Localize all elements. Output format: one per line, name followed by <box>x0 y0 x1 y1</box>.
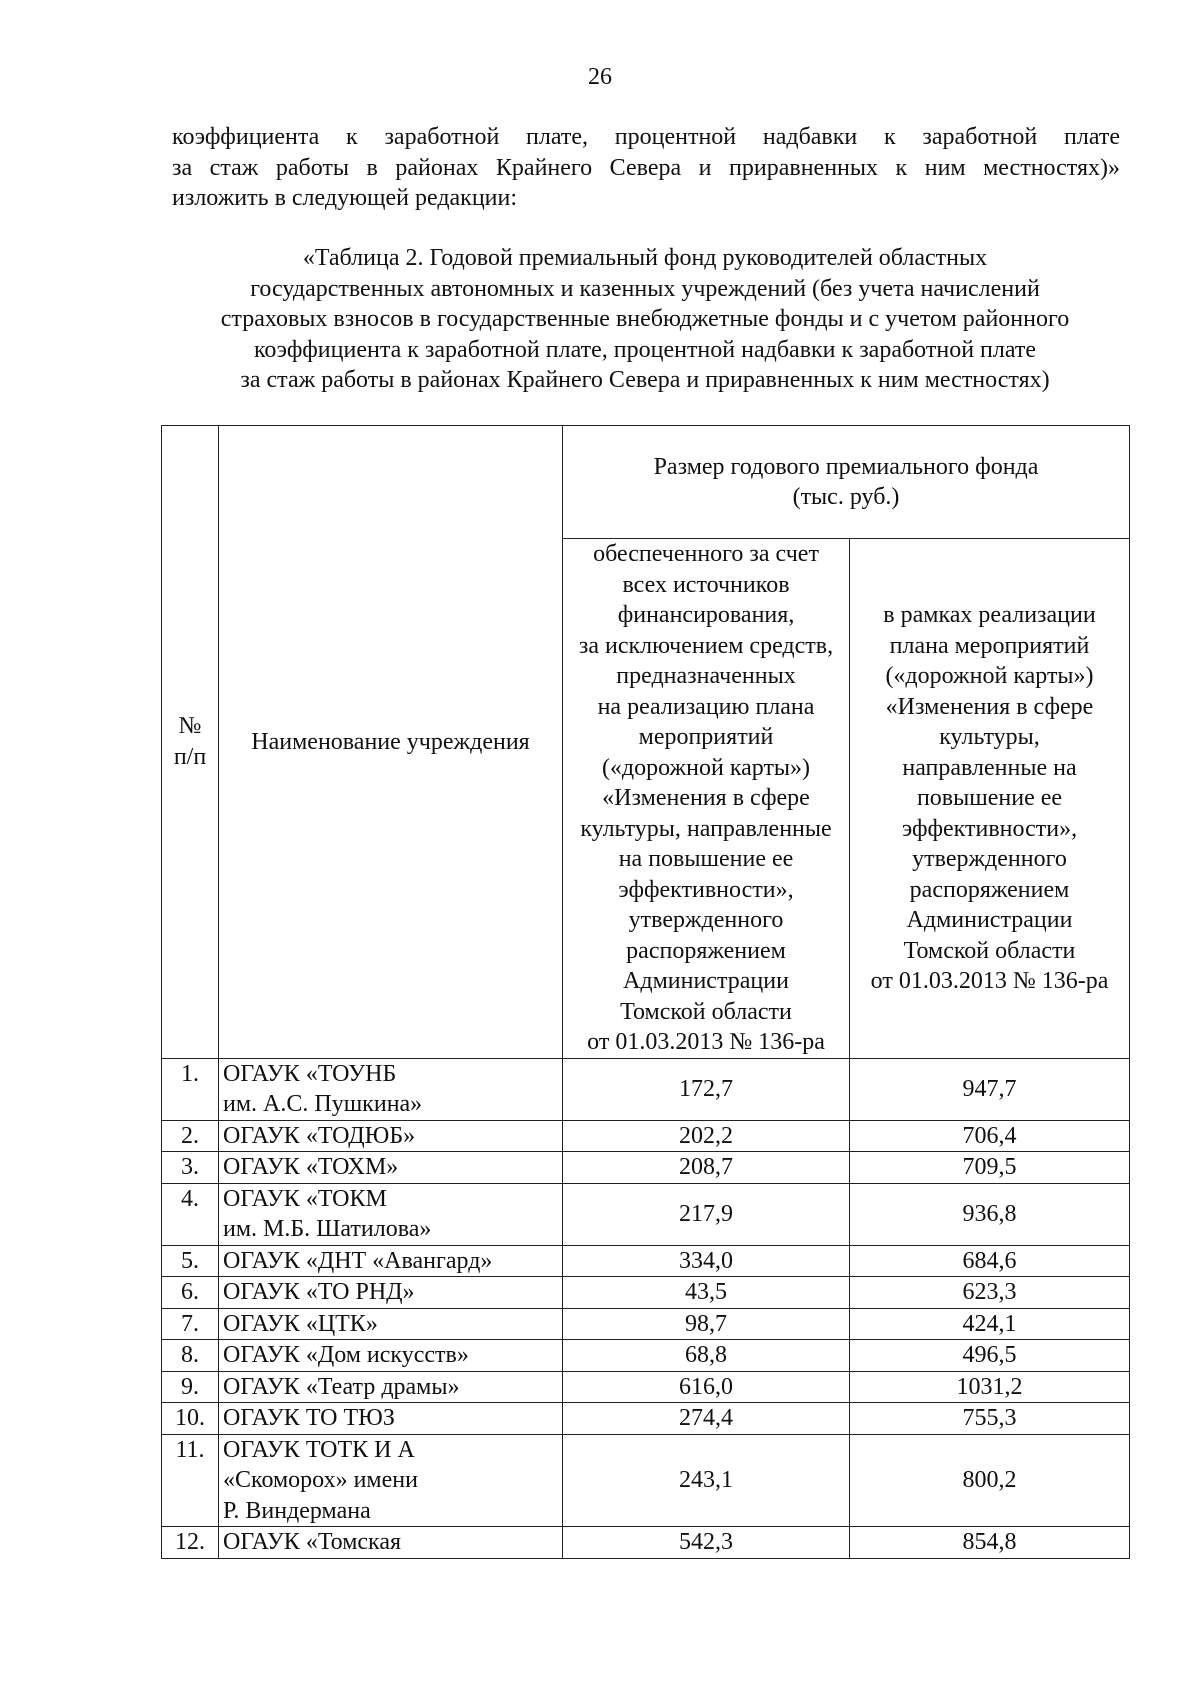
header-line: от 01.03.2013 № 136-ра <box>870 968 1109 994</box>
bonus-fund-table <box>161 425 1130 1559</box>
institution-name-line: ОГАУК «ДНТ «Авангард» <box>223 1247 493 1274</box>
institution-name-line: ОГАУК «ТОКМ <box>223 1185 387 1212</box>
institution-name-line: ОГАУК ТОТК И А <box>223 1436 415 1463</box>
header-line: всех источников <box>622 571 790 598</box>
row-number: 10. <box>162 1403 219 1435</box>
caption-line: «Таблица 2. Годовой премиальный фонд руководителей областных <box>302 245 988 271</box>
intro-paragraph <box>172 122 1120 214</box>
header-line: Администрации <box>623 968 789 994</box>
table-row <box>162 1340 1130 1372</box>
caption-line: страховых взносов в государственные внебюджетные фонды и с учетом районного <box>220 306 1070 332</box>
fund-roadmap-value: 623,3 <box>850 1277 1130 1309</box>
header-line: в рамках реализации <box>883 602 1096 628</box>
header-line: финансирования, <box>617 602 795 628</box>
institution-name-line: ОГАУК «ТОХМ» <box>223 1154 399 1180</box>
institution-name-line: им. М.Б. Шатилова» <box>223 1216 432 1242</box>
header-line: «Изменения в сфере <box>885 693 1094 720</box>
institution-name-line: ОГАУК «Дом искусств» <box>223 1342 469 1368</box>
fund-roadmap-value: 496,5 <box>850 1340 1130 1372</box>
institution-name <box>219 1120 563 1152</box>
institution-name <box>219 1308 563 1340</box>
row-number: 9. <box>162 1371 219 1403</box>
row-number: 1. <box>162 1058 219 1120</box>
header-line: предназначенных <box>616 663 796 689</box>
institution-name <box>219 1058 563 1120</box>
header-line: утвержденного <box>912 846 1067 872</box>
fund-roadmap-value: 709,5 <box>850 1152 1130 1184</box>
institution-name-line: ОГАУК «ТОДЮБ» <box>223 1122 416 1149</box>
header-fund-size <box>563 426 1130 539</box>
header-line: культуры, <box>939 724 1040 750</box>
row-number: 4. <box>162 1183 219 1245</box>
header-line: на повышение ее <box>618 846 794 872</box>
fund-roadmap-value: 1031,2 <box>850 1371 1130 1403</box>
institution-name <box>219 1277 563 1309</box>
header-line: на реализацию плана <box>597 693 815 720</box>
header-line: («дорожной карты») <box>885 663 1094 689</box>
header-line: культуры, направленные <box>580 815 832 842</box>
header-line: распоряжением <box>909 876 1070 903</box>
header-line: Администрации <box>906 907 1073 933</box>
institution-name <box>219 1434 563 1527</box>
header-line: плана мероприятий <box>889 632 1090 659</box>
institution-name <box>219 1340 563 1372</box>
institution-name <box>219 1152 563 1184</box>
header-institution-name: Наименование учреждения <box>219 426 563 1059</box>
header-line: мероприятий <box>638 724 774 750</box>
table-row <box>162 1245 1130 1277</box>
institution-name <box>219 1371 563 1403</box>
fund-roadmap-value: 424,1 <box>850 1308 1130 1340</box>
fund-all-sources-value: 68,8 <box>563 1340 850 1372</box>
header-number-line: п/п <box>173 743 207 770</box>
row-number: 12. <box>162 1527 219 1559</box>
header-line: («дорожной карты») <box>601 754 811 781</box>
table-row <box>162 1371 1130 1403</box>
fund-roadmap-value: 947,7 <box>850 1058 1130 1120</box>
fund-all-sources-value: 616,0 <box>563 1371 850 1403</box>
header-number <box>162 426 219 1059</box>
institution-name <box>219 1183 563 1245</box>
fund-all-sources-value: 274,4 <box>563 1403 850 1435</box>
fund-all-sources-value: 208,7 <box>563 1152 850 1184</box>
table-caption <box>160 243 1130 396</box>
header-line: утвержденного <box>628 907 784 933</box>
institution-name-line: ОГАУК ТО ТЮЗ <box>223 1405 395 1431</box>
header-line: «Изменения в сфере <box>602 785 810 811</box>
intro-line: коэффициента к заработной плате, процентной надбавки к заработной плате <box>172 124 1120 150</box>
header-line: обеспеченного за счет <box>593 541 819 567</box>
institution-name <box>219 1245 563 1277</box>
header-fund-size-line: (тыс. руб.) <box>792 484 900 510</box>
row-number: 8. <box>162 1340 219 1372</box>
institution-name-line: ОГАУК «ТО РНД» <box>223 1279 415 1305</box>
institution-name <box>219 1403 563 1435</box>
header-roadmap <box>850 539 1130 1059</box>
page-number: 26 <box>588 64 612 90</box>
row-number: 3. <box>162 1152 219 1184</box>
institution-name-line: ОГАУК «Томская <box>223 1529 402 1555</box>
header-line: Томской области <box>620 998 792 1025</box>
table-header-row <box>162 426 1130 539</box>
header-line: эффективности», <box>618 876 794 903</box>
caption-line: государственных автономных и казенных учреждений (без учета начислений <box>250 275 1040 302</box>
institution-name-line: им. А.С. Пушкина» <box>223 1091 423 1117</box>
row-number: 7. <box>162 1308 219 1340</box>
header-number-line: № <box>178 713 202 740</box>
table-row <box>162 1152 1130 1184</box>
table-row <box>162 1277 1130 1309</box>
table-row <box>162 1403 1130 1435</box>
header-line: Томской области <box>903 937 1076 964</box>
header-line: направленные на <box>902 754 1077 781</box>
row-number: 6. <box>162 1277 219 1309</box>
header-line: распоряжением <box>626 937 786 964</box>
table-row <box>162 1058 1130 1120</box>
fund-roadmap-value: 755,3 <box>850 1403 1130 1435</box>
institution-name <box>219 1527 563 1559</box>
fund-all-sources-value: 334,0 <box>563 1245 850 1277</box>
intro-line: за стаж работы в районах Крайнего Севера и приравненных к ним местностях)» <box>172 154 1120 181</box>
fund-roadmap-value: 854,8 <box>850 1527 1130 1559</box>
table-row <box>162 1434 1130 1527</box>
header-line: повышение ее <box>916 785 1063 811</box>
institution-name-line: Р. Виндермана <box>223 1497 371 1524</box>
row-number: 2. <box>162 1120 219 1152</box>
table-row <box>162 1120 1130 1152</box>
fund-roadmap-value: 936,8 <box>850 1183 1130 1245</box>
header-line: за исключением средств, <box>578 632 834 659</box>
fund-all-sources-value: 217,9 <box>563 1183 850 1245</box>
table-row <box>162 1527 1130 1559</box>
caption-line: за стаж работы в районах Крайнего Севера и приравненных к ним местностях) <box>240 367 1050 393</box>
fund-roadmap-value: 800,2 <box>850 1434 1130 1527</box>
institution-name-line: «Скоморох» имени <box>223 1467 418 1493</box>
table-row <box>162 1183 1130 1245</box>
institution-name-line: ОГАУК «ТОУНБ <box>223 1060 397 1087</box>
header-all-sources <box>563 539 850 1059</box>
fund-all-sources-value: 98,7 <box>563 1308 850 1340</box>
fund-all-sources-value: 542,3 <box>563 1527 850 1559</box>
fund-all-sources-value: 172,7 <box>563 1058 850 1120</box>
header-line: от 01.03.2013 № 136-ра <box>587 1029 825 1055</box>
table-body <box>162 1058 1130 1558</box>
institution-name-line: ОГАУК «Театр драмы» <box>223 1373 460 1400</box>
institution-name-line: ОГАУК «ЦТК» <box>223 1310 378 1337</box>
fund-all-sources-value: 243,1 <box>563 1434 850 1527</box>
header-line: эффективности», <box>901 815 1078 842</box>
caption-line: коэффициента к заработной плате, процентной надбавки к заработной плате <box>253 336 1037 363</box>
fund-roadmap-value: 706,4 <box>850 1120 1130 1152</box>
row-number: 5. <box>162 1245 219 1277</box>
row-number: 11. <box>162 1434 219 1527</box>
fund-all-sources-value: 202,2 <box>563 1120 850 1152</box>
header-fund-size-line: Размер годового премиального фонда <box>653 453 1039 480</box>
fund-all-sources-value: 43,5 <box>563 1277 850 1309</box>
table-row <box>162 1308 1130 1340</box>
fund-roadmap-value: 684,6 <box>850 1245 1130 1277</box>
intro-line: изложить в следующей редакции: <box>172 185 518 211</box>
